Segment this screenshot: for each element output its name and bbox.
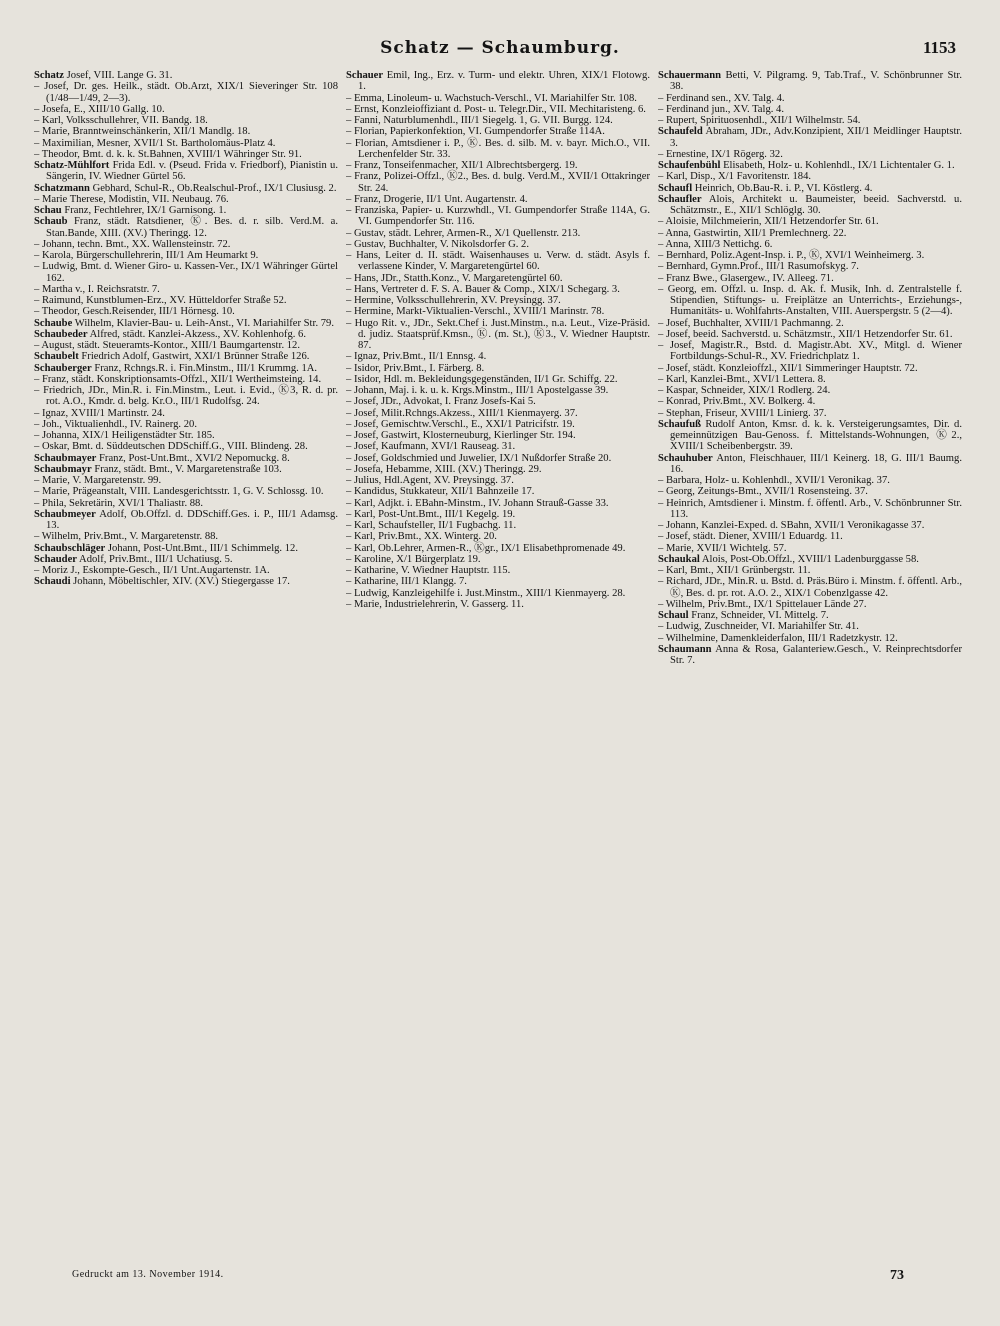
- entry-text: – Katharine, V. Wiedner Hauptstr. 115.: [346, 565, 511, 576]
- entry-text: Emil, Ing., Erz. v. Turm- und elektr. Uhren, XIX/1 Flotowg. 1.: [358, 70, 650, 93]
- entry-text: – Theodor, Bmt. d. k. k. St.Bahnen, XVIII/1 Währinger Str. 91.: [34, 148, 302, 160]
- directory-entry: [658, 284, 962, 318]
- entry-text: – Martha v., I. Reichsratstr. 7.: [34, 283, 160, 295]
- directory-entry: [346, 554, 650, 565]
- directory-entry: [34, 475, 338, 486]
- directory-entry: [34, 261, 338, 284]
- entry-text: – Florian, Amtsdiener i. P., Ⓚ. Bes. d. silb. M. v. bayr. Mich.O., VII. Lerchenfelder Str. 33.: [346, 137, 650, 160]
- directory-entry: [346, 453, 650, 464]
- entry-text: – Franz, Polizei-Offzl., Ⓚ2., Bes. d. bulg. Verd.M., XVII/1 Ottakringer Str. 24.: [346, 171, 650, 194]
- entry-surname: Schauder: [34, 553, 77, 565]
- directory-entry: [346, 138, 650, 161]
- directory-entry: [346, 464, 650, 475]
- entry-text: Adolf, Ob.Offzl. d. DDSchiff.Ges. i. P., III/1 Adamsg. 13.: [46, 508, 338, 531]
- entry-surname: Schaufenbühl: [658, 160, 721, 171]
- entry-text: – Gustav, Buchhalter, V. Nikolsdorfer G. 2.: [346, 238, 529, 250]
- entry-text: – Marie, V. Margaretenstr. 99.: [34, 475, 162, 486]
- sheet-number: 73: [890, 1268, 904, 1283]
- directory-entry: [658, 633, 962, 644]
- entry-text: – Richard, JDr., Min.R. u. Bstd. d. Präs.Büro i. Minstm. f. öffentl. Arb., Ⓚ, Bes. d. pr. rot. A.O. 2., XIX/1 Cobenzlgasse 42.: [658, 576, 962, 599]
- entry-text: – Josef, Kaufmann, XVI/1 Rauseag. 31.: [346, 441, 516, 453]
- directory-entry: [346, 408, 650, 419]
- directory-entry: [34, 419, 338, 430]
- directory-entry: [658, 273, 962, 284]
- entry-text: Gebhard, Schul-R., Ob.Realschul-Prof., IX/1 Clusiusg. 2.: [89, 182, 337, 194]
- directory-entry: [346, 171, 650, 194]
- entry-surname: Schaukal: [658, 553, 700, 565]
- directory-entry: [34, 318, 338, 329]
- entry-text: Alois, Post-Ob.Offzl., XVIII/1 Ladenburggasse 58.: [699, 553, 919, 565]
- entry-text: – Hans, Leiter d. II. städt. Waisenhauses u. Verw. d. städt. Asyls f. verlassene Kinder, V. Margaretengürtel 60.: [346, 250, 650, 273]
- entry-text: Alois, Architekt u. Baumeister, beeid. Sachverstd. u. Schätzmstr., E., XII/1 Schlöglg. 30.: [670, 193, 962, 216]
- directory-entry: [34, 160, 338, 183]
- entry-surname: Schauhuber: [658, 452, 713, 464]
- entry-surname: Schaul: [658, 610, 689, 621]
- entry-text: – Katharine, III/1 Klangg. 7.: [346, 576, 467, 588]
- directory-entry: [346, 441, 650, 452]
- entry-text: – Karl, Ob.Lehrer, Armen-R., Ⓚgr., IX/1 Elisabethpromenade 49.: [346, 542, 626, 554]
- entry-text: – Karl, Kanzlei-Bmt., XVI/1 Lettera. 8.: [658, 373, 826, 385]
- entry-text: Josef, VIII. Lange G. 31.: [64, 70, 173, 81]
- directory-entry: [34, 351, 338, 362]
- entry-surname: Schaub: [34, 216, 68, 228]
- directory-entry: [34, 408, 338, 419]
- directory-entry: [658, 363, 962, 374]
- entry-text: – Karl, Priv.Bmt., XX. Winterg. 20.: [346, 531, 497, 543]
- entry-surname: Schaubmeyer: [34, 508, 96, 520]
- directory-entry: [346, 284, 650, 295]
- directory-entry: [346, 250, 650, 273]
- entry-text: – Oskar, Bmt. d. Süddeutschen DDSchiff.G., VIII. Blindeng. 28.: [34, 441, 308, 453]
- directory-entry: [346, 351, 650, 362]
- entry-surname: Schaubschläger: [34, 542, 106, 554]
- directory-entry: [34, 115, 338, 126]
- directory-entry: [346, 565, 650, 576]
- entry-text: – Johann, Maj. i. k. u. k. Krgs.Minstm., III/1 Apostelgasse 39.: [346, 385, 609, 396]
- entry-text: – Bernhard, Poliz.Agent-Insp. i. P., Ⓚ, XVI/1 Weinheimerg. 3.: [658, 250, 925, 261]
- directory-entry: [658, 396, 962, 407]
- directory-entry: [658, 599, 962, 610]
- entry-text: – Ludwig, Kanzleigehilfe i. Just.Minstm., XIII/1 Kienmayerg. 28.: [346, 587, 626, 599]
- directory-entry: [34, 295, 338, 306]
- entry-text: – Konrad, Priv.Bmt., XV. Bolkerg. 4.: [658, 396, 816, 408]
- directory-entry: [658, 183, 962, 194]
- directory-entry: [658, 408, 962, 419]
- entry-text: – Marie, XVII/1 Wichtelg. 57.: [658, 542, 787, 554]
- entry-text: – Ludwig, Zuschneider, VI. Mariahilfer Str. 41.: [658, 621, 859, 633]
- directory-entry: [346, 104, 650, 115]
- entry-text: – Hans, JDr., Statth.Konz., V. Margaretengürtel 60.: [346, 272, 563, 284]
- entry-text: Franz, städt. Bmt., V. Margaretenstraße 103.: [91, 463, 282, 475]
- directory-entry: [346, 588, 650, 599]
- directory-entry: [658, 126, 962, 149]
- directory-entry: [346, 576, 650, 587]
- entry-text: – Marie, Industrielehrerin, V. Gasserg. 11.: [346, 598, 524, 610]
- directory-entry: [346, 520, 650, 531]
- entry-text: – Isidor, Priv.Bmt., I. Färberg. 8.: [346, 362, 485, 374]
- entry-surname: Schatz: [34, 70, 65, 81]
- entry-text: – Ignaz, XVIII/1 Martinstr. 24.: [34, 407, 165, 419]
- entry-text: – Phila, Sekretärin, XVI/1 Thaliastr. 88.: [34, 497, 203, 509]
- directory-entry: [658, 250, 962, 261]
- entry-text: – Josef, Magistr.R., Bstd. d. Magistr.Abt. XV., Mitgl. d. Wiener Fortbildungs-Schul-R., XV. Friedrichplatz 1.: [658, 340, 962, 363]
- directory-entry: [34, 194, 338, 205]
- entry-text: – Florian, Papierkonfektion, VI. Gumpendorfer Straße 114A.: [346, 126, 605, 138]
- directory-columns: [34, 70, 964, 1260]
- entry-text: – Josef, Milit.Rchngs.Akzess., XIII/1 Kienmayerg. 37.: [346, 407, 578, 419]
- entry-text: Franz, Rchngs.R. i. Fin.Minstm., III/1 Krummg. 1A.: [91, 362, 318, 374]
- entry-surname: Schaufl: [658, 182, 693, 194]
- directory-entry: [658, 610, 962, 621]
- entry-text: – Georg, Zeitungs-Bmt., XVII/1 Rosensteing. 37.: [658, 486, 868, 498]
- directory-entry: [658, 531, 962, 542]
- directory-entry: [346, 295, 650, 306]
- entry-text: – Kaspar, Schneider, XIX/1 Rodlerg. 24.: [658, 385, 831, 396]
- entry-text: – Georg, em. Offzl. u. Insp. d. Ak. f. Musik, Inh. d. Zentralstelle f. Stipendien, Stiftungs- u. Freiplätze an Unterrichts-, Erziehungs-, Humanitäts- u. Wohlfahrts-Anstalten, VIII. Auerspergstr. 5 (2—4).: [658, 283, 962, 318]
- directory-entry: [346, 475, 650, 486]
- directory-entry: [34, 306, 338, 317]
- directory-entry: [34, 374, 338, 385]
- entry-surname: Schaubmayr: [34, 463, 92, 475]
- directory-entry: [34, 576, 338, 587]
- entry-text: – Karl, Adjkt. i. EBahn-Minstm., IV. Johann Strauß-Gasse 33.: [346, 497, 609, 509]
- entry-text: – Johann, Kanzlei-Exped. d. SBahn, XVII/1 Veronikagasse 37.: [658, 520, 925, 531]
- directory-entry: [346, 115, 650, 126]
- entry-text: – Barbara, Holz- u. Kohlenhdl., XVII/1 Veronikag. 37.: [658, 475, 890, 486]
- directory-entry: [34, 363, 338, 374]
- entry-surname: Schaumann: [658, 643, 712, 655]
- directory-entry: [34, 250, 338, 261]
- directory-entry: [34, 340, 338, 351]
- directory-entry: [346, 205, 650, 228]
- directory-entry: [34, 453, 338, 464]
- directory-column-right: [658, 70, 962, 1260]
- directory-entry: [658, 475, 962, 486]
- entry-text: – Raimund, Kunstblumen-Erz., XV. Hütteldorfer Straße 52.: [34, 295, 287, 306]
- entry-text: – Franz, Tonseifenmacher, XII/1 Albrechtsbergerg. 19.: [346, 160, 578, 171]
- entry-surname: Schaubmayer: [34, 452, 97, 464]
- directory-entry: [34, 284, 338, 295]
- directory-entry: [34, 149, 338, 160]
- directory-entry: [34, 565, 338, 576]
- directory-entry: [34, 205, 338, 216]
- entry-text: – Josef, städt. Diener, XVIII/1 Eduardg. 11.: [658, 531, 843, 543]
- directory-entry: [346, 543, 650, 554]
- directory-entry: [34, 498, 338, 509]
- print-date-note: Gedruckt am 13. November 1914.: [72, 1269, 224, 1280]
- directory-entry: [658, 171, 962, 182]
- directory-entry: [658, 498, 962, 521]
- entry-surname: Schauer: [346, 70, 384, 81]
- directory-entry: [346, 486, 650, 497]
- entry-text: – Aloisie, Milchmeierin, XII/1 Hetzendorfer Str. 61.: [658, 216, 879, 228]
- directory-entry: [658, 374, 962, 385]
- directory-entry: [34, 531, 338, 542]
- entry-text: – August, städt. Steueramts-Kontor., XIII/1 Baumgartenstr. 12.: [34, 340, 300, 351]
- directory-entry: [658, 565, 962, 576]
- directory-entry: [346, 70, 650, 93]
- entry-text: Johann, Möbeltischler, XIV. (XV.) Stiegergasse 17.: [70, 576, 290, 588]
- entry-text: – Anna, Gastwirtin, XII/1 Premlechnerg. 22.: [658, 227, 847, 239]
- entry-text: – Franz, Drogerie, II/1 Unt. Augartenstr. 4.: [346, 193, 528, 205]
- entry-text: – Ernst, Konzleioffiziant d. Post- u. Telegr.Dir., VII. Mechitaristeng. 6.: [346, 103, 646, 115]
- directory-entry: [34, 385, 338, 408]
- directory-entry: [34, 486, 338, 497]
- entry-text: – Josef, städt. Konzleioffzl., XII/1 Simmeringer Hauptstr. 72.: [658, 362, 918, 374]
- entry-text: Johann, Post-Unt.Bmt., III/1 Schimmelg. 12.: [105, 542, 298, 554]
- directory-entry: [34, 441, 338, 452]
- directory-entry: [34, 104, 338, 115]
- entry-text: – Julius, Hdl.Agent, XV. Preysingg. 37.: [346, 475, 514, 486]
- entry-text: – Karoline, X/1 Bürgerplatz 19.: [346, 553, 481, 565]
- directory-entry: [658, 621, 962, 632]
- entry-text: – Ignaz, Priv.Bmt., II/1 Ennsg. 4.: [346, 351, 487, 363]
- entry-text: – Josef, Dr. ges. Heilk., städt. Ob.Arzt, XIX/1 Sieveringer Str. 108 (1/48—1/49, 2—3).: [34, 81, 338, 104]
- directory-entry: [346, 318, 650, 352]
- directory-entry: [34, 554, 338, 565]
- page-header: [30, 38, 970, 68]
- directory-entry: [34, 430, 338, 441]
- entry-text: Franz, städt. Ratsdiener, Ⓚ. Bes. d. r. silb. Verd.M. a. Stan.Bande, XIII. (XV.) Theringg. 12.: [46, 216, 338, 239]
- directory-entry: [658, 419, 962, 453]
- entry-text: Franz, Post-Unt.Bmt., XVI/2 Nepomuckg. 8.: [96, 452, 290, 464]
- entry-text: – Karola, Bürgerschullehrerin, III/1 Am Heumarkt 9.: [34, 250, 259, 261]
- directory-entry: [34, 70, 338, 81]
- entry-text: Wilhelm, Klavier-Bau- u. Leih-Anst., VI. Mariahilfer Str. 79.: [72, 317, 334, 329]
- directory-entry: [658, 216, 962, 227]
- directory-entry: [346, 419, 650, 430]
- entry-text: – Karl, Disp., X/1 Favoritenstr. 184.: [658, 171, 812, 183]
- entry-text: – Josef, Gastwirt, Klosterneuburg, Kierlinger Str. 194.: [346, 430, 576, 441]
- directory-entry: [658, 385, 962, 396]
- directory-entry: [658, 239, 962, 250]
- directory-column-middle: [346, 70, 650, 1260]
- directory-entry: [658, 149, 962, 160]
- entry-text: Adolf, Priv.Bmt., III/1 Uchatiusg. 5.: [76, 553, 233, 565]
- entry-text: – Kandidus, Stukkateur, XII/1 Bahnzeile 17.: [346, 486, 535, 498]
- entry-surname: Schaube: [34, 317, 73, 329]
- entry-text: – Franz Bwe., Glasergew., IV. Alleeg. 71.: [658, 272, 834, 284]
- directory-entry: [346, 374, 650, 385]
- directory-entry: [346, 160, 650, 171]
- directory-entry: [658, 644, 962, 667]
- entry-text: – Rupert, Spirituosenhdl., XII/1 Wilhelmstr. 54.: [658, 115, 861, 126]
- entry-text: Friedrich Adolf, Gastwirt, XXI/1 Brünner Straße 126.: [78, 351, 310, 363]
- entry-text: Franz, Fechtlehrer, IX/1 Garnisong. 1.: [61, 205, 227, 216]
- entry-text: – Stephan, Friseur, XVIII/1 Linierg. 37.: [658, 407, 827, 419]
- directory-entry: [658, 520, 962, 531]
- directory-entry: [658, 486, 962, 497]
- directory-entry: [346, 430, 650, 441]
- entry-text: – Josef, JDr., Advokat, I. Franz Josefs-Kai 5.: [346, 396, 536, 408]
- entry-text: – Karl, Schaufsteller, II/1 Fugbachg. 11.: [346, 520, 517, 531]
- entry-text: – Hugo Rit. v., JDr., Sekt.Chef i. Just.Minstm., n.a. Leut., Vize-Präsid. d. judiz. Staatsprüf.Kmsn., Ⓚ. (m. St.), Ⓚ3., V. Wiedner Hauptstr. 87.: [346, 317, 650, 351]
- directory-entry: [34, 239, 338, 250]
- entry-text: Alfred, städt. Kanzlei-Akzess., XV. Kohlenhofg. 6.: [87, 328, 306, 340]
- entry-text: Heinrich, Ob.Bau-R. i. P., VI. Köstlerg. 4.: [692, 182, 873, 194]
- entry-text: – Marie, Branntweinschänkerin, XII/1 Mandlg. 18.: [34, 126, 251, 138]
- directory-entry: [658, 115, 962, 126]
- entry-text: – Ernestine, IX/1 Rögerg. 32.: [658, 148, 783, 160]
- directory-entry: [346, 126, 650, 137]
- directory-entry: [34, 126, 338, 137]
- entry-text: – Marie Therese, Modistin, VII. Neubaug. 76.: [34, 193, 229, 205]
- directory-entry: [346, 273, 650, 284]
- directory-entry: [658, 576, 962, 599]
- entry-text: – Josef, beeid. Sachverstd. u. Schätzmstr., XII/1 Hetzendorfer Str. 61.: [658, 328, 953, 340]
- directory-entry: [346, 396, 650, 407]
- entry-surname: Schauberger: [34, 362, 92, 374]
- entry-surname: Schaudi: [34, 576, 71, 588]
- entry-text: Franz, Schneider, VI. Mittelg. 7.: [688, 610, 829, 621]
- entry-text: – Moriz J., Eskompte-Gesch., II/1 Unt.Augartenstr. 1A.: [34, 565, 270, 576]
- entry-text: – Wilhelm, Priv.Bmt., V. Margaretenstr. 88.: [34, 531, 219, 543]
- entry-text: – Fanni, Naturblumenhdl., III/1 Siegelg. 1, G. VII. Burgg. 124.: [346, 115, 613, 126]
- directory-entry: [34, 81, 338, 104]
- directory-entry: [346, 239, 650, 250]
- directory-entry: [658, 104, 962, 115]
- directory-entry: [346, 385, 650, 396]
- page-title: Schatz — Schaumburg.: [380, 38, 620, 58]
- entry-text: – Heinrich, Amtsdiener i. Minstm. f. öffentl. Arb., V. Schönbrunner Str. 113.: [658, 497, 962, 520]
- directory-entry: [346, 509, 650, 520]
- entry-surname: Schaubeder: [34, 328, 88, 340]
- directory-entry: [658, 160, 962, 171]
- entry-text: Rudolf Anton, Kmsr. d. k. k. Versteigerungsamtes, Dir. d. gemeinnützigen Bau-Genoss. f. Mittelstands-Wohnungen, Ⓚ2., XVIII/1 Scheibenbergstr. 39.: [670, 418, 962, 453]
- entry-text: – Hermine, Markt-Viktualien-Verschl., XVIII/1 Marinstr. 78.: [346, 306, 605, 318]
- entry-text: – Josef, Gemischtw.Verschl., E., XXI/1 Patricifstr. 19.: [346, 418, 575, 430]
- entry-text: – Josefa, Hebamme, XIII. (XV.) Theringg. 29.: [346, 463, 542, 475]
- page-number: 1153: [922, 38, 956, 57]
- directory-entry: [658, 318, 962, 329]
- directory-entry: [658, 194, 962, 217]
- directory-column-left: [34, 70, 338, 1260]
- directory-entry: [658, 453, 962, 476]
- directory-entry: [658, 554, 962, 565]
- entry-surname: Schatz-Mühlfort: [34, 160, 110, 171]
- entry-text: – Karl, Volksschullehrer, VII. Bandg. 18.: [34, 115, 208, 126]
- entry-text: Anna & Rosa, Galanteriew.Gesch., V. Reinprechtsdorfer Str. 7.: [670, 643, 962, 666]
- entry-text: – Hans, Vertreter d. F. S. A. Bauer & Comp., XIX/1 Schegarg. 3.: [346, 283, 620, 295]
- directory-entry: [346, 194, 650, 205]
- directory-entry: [34, 183, 338, 194]
- entry-text: Frida Edl. v. (Pseud. Frida v. Friedborf), Pianistin u. Sängerin, IV. Wiedner Gürtel 56.: [46, 160, 338, 183]
- entry-text: Elisabeth, Holz- u. Kohlenhdl., IX/1 Lichtentaler G. 1.: [720, 160, 955, 171]
- entry-text: – Joh., Viktualienhdl., IV. Rainerg. 20.: [34, 418, 197, 430]
- entry-surname: Schauermann: [658, 70, 721, 81]
- entry-text: – Ferdinand jun., XV. Talg. 4.: [658, 103, 784, 115]
- directory-entry: [34, 464, 338, 475]
- entry-text: – Johanna, XIX/1 Heiligenstädter Str. 185.: [34, 430, 215, 441]
- directory-entry: [346, 531, 650, 542]
- directory-entry: [658, 543, 962, 554]
- directory-entry: [658, 261, 962, 272]
- directory-entry: [658, 70, 962, 93]
- entry-text: – Gustav, städt. Lehrer, Armen-R., X/1 Quellenstr. 213.: [346, 227, 581, 239]
- entry-text: – Franz, städt. Konskriptionsamts-Offzl., XII/1 Wertheimsteing. 14.: [34, 373, 322, 385]
- entry-text: – Bernhard, Gymn.Prof., III/1 Rasumofskyg. 7.: [658, 261, 859, 273]
- entry-text: – Friedrich, JDr., Min.R. i. Fin.Minstm., Leut. i. Evid., Ⓚ3, R. d. pr. rot. A.O., Kmdr. d. belg. Kr.O., III/1 Rudolfsg. 24.: [34, 385, 338, 408]
- directory-entry: [658, 340, 962, 363]
- entry-text: – Josef, Goldschmied und Juwelier, IX/1 Nußdorfer Straße 20.: [346, 452, 612, 464]
- directory-entry: [346, 599, 650, 610]
- directory-entry: [658, 228, 962, 239]
- entry-text: – Wilhelm, Priv.Bmt., IX/1 Spittelauer Lände 27.: [658, 598, 867, 610]
- entry-text: – Emma, Linoleum- u. Wachstuch-Verschl., VI. Mariahilfer Str. 108.: [346, 92, 637, 104]
- directory-entry: [346, 363, 650, 374]
- entry-text: – Karl, Post-Unt.Bmt., III/1 Kegelg. 19.: [346, 508, 516, 520]
- entry-text: – Johann, techn. Bmt., XX. Wallensteinstr. 72.: [34, 238, 231, 250]
- directory-entry: [346, 93, 650, 104]
- directory-entry: [346, 498, 650, 509]
- entry-surname: Schaubelt: [34, 351, 79, 363]
- directory-entry: [34, 543, 338, 554]
- entry-text: Anton, Fleischhauer, III/1 Keinerg. 18, G. III/1 Baumg. 16.: [670, 452, 962, 475]
- directory-entry: [34, 216, 338, 239]
- directory-entry: [658, 93, 962, 104]
- entry-surname: Schau: [34, 205, 62, 216]
- entry-text: – Maximilian, Mesner, XVII/1 St. Bartholomäus-Platz 4.: [34, 137, 276, 149]
- entry-text: – Anna, XIII/3 Nettichg. 6.: [658, 238, 773, 250]
- directory-entry: [658, 329, 962, 340]
- directory-entry: [346, 306, 650, 317]
- entry-surname: Schatzmann: [34, 182, 90, 194]
- entry-text: – Ferdinand sen., XV. Talg. 4.: [658, 92, 785, 104]
- directory-entry: [346, 228, 650, 239]
- directory-entry: [34, 329, 338, 340]
- entry-text: – Isidor, Hdl. m. Bekleidungsgegenständen, II/1 Gr. Schiffg. 22.: [346, 373, 618, 385]
- entry-text: – Hermine, Volksschullehrerin, XV. Preysingg. 37.: [346, 295, 561, 306]
- entry-text: – Wilhelmine, Damenkleiderfalon, III/1 Radetzkystr. 12.: [658, 632, 898, 644]
- directory-entry: [34, 509, 338, 532]
- entry-text: Betti, V. Pilgramg. 9, Tab.Traf., V. Schönbrunner Str. 38.: [670, 70, 962, 93]
- entry-text: – Karl, Bmt., XII/1 Grünbergstr. 11.: [658, 565, 811, 576]
- entry-surname: Schaufuß: [658, 418, 701, 430]
- entry-text: – Franziska, Papier- u. Kurzwhdl., VI. Gumpendorfer Straße 114A, G. VI. Gumpendorfer Str. 116.: [346, 205, 650, 228]
- entry-text: – Ludwig, Bmt. d. Wiener Giro- u. Kassen-Ver., IX/1 Währinger Gürtel 162.: [34, 261, 338, 284]
- entry-text: – Theodor, Gesch.Reisender, III/1 Hörnesg. 10.: [34, 306, 235, 318]
- entry-surname: Schaufler: [658, 193, 702, 205]
- entry-text: – Josefa, E., XIII/10 Gallg. 10.: [34, 103, 165, 115]
- entry-text: Abraham, JDr., Adv.Konzipient, XII/1 Meidlinger Hauptstr. 3.: [670, 126, 962, 149]
- directory-entry: [34, 138, 338, 149]
- entry-surname: Schaufeld: [658, 126, 703, 138]
- entry-text: – Josef, Buchhalter, XVIII/1 Pachmanng. 2.: [658, 317, 844, 329]
- entry-text: – Marie, Prägeanstalt, VIII. Landesgerichtsstr. 1, G. V. Schlossg. 10.: [34, 486, 324, 498]
